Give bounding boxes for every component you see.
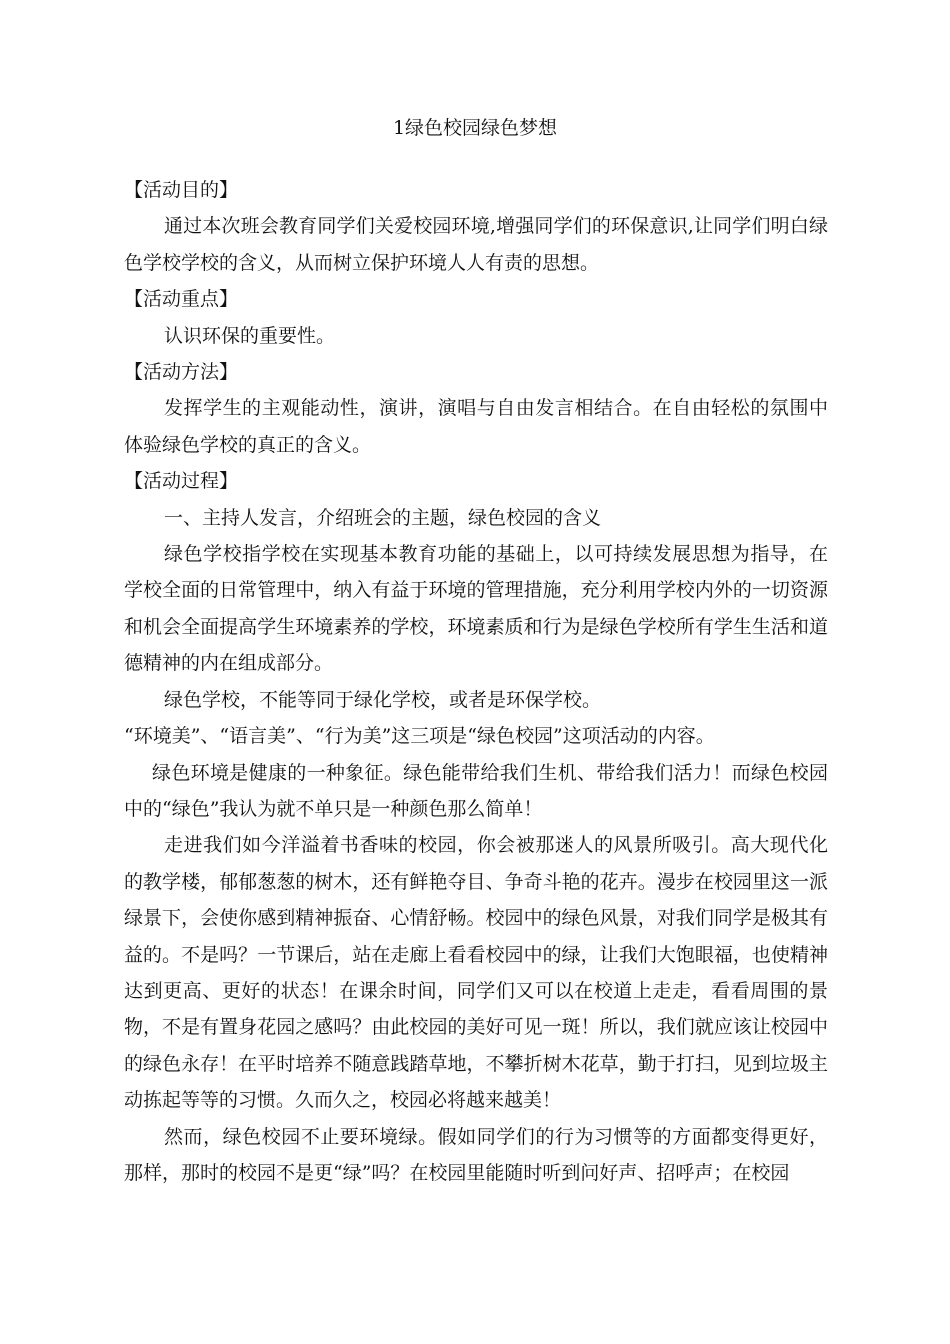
heading-purpose: 【活动目的】: [124, 179, 239, 201]
paragraph-three-beauties: “环境美”、“语言美”、“行为美”这三项是“绿色校园”这项活动的内容。: [124, 725, 715, 748]
document-title: 1绿色校园绿色梦想: [392, 117, 558, 139]
paragraph-green-school-distinction: 绿色学校，不能等同于绿化学校，或者是环保学校。: [164, 688, 602, 711]
paragraph-host-intro: 一、主持人发言，介绍班会的主题，绿色校园的含义: [164, 506, 602, 529]
document-body: [124, 172, 828, 1191]
heading-focus: 【活动重点】: [124, 288, 239, 311]
paragraph-campus-scenery: 走进我们如今洋溢着书香味的校园，你会被那迷人的风景所吸引。高大现代化的教学楼，郁郁葱葱的树木，还有鲜艳夺目、争奇斗艳的花卉。漫步在校园里这一派绿景下，会使你感到精神振奋、心情舒畅。校园中的绿色风景，对我们同学是极其有益的。不是吗？一节课后，站在走廊上看看校园中的绿，让我们大饱眼福，也使精神达到更高、更好的状态！在课余时间，同学们又可以在校道上走走，看看周围的景物，不是有置身花园之感吗？由此校园的美好可见一斑！所以，我们就应该让校园中的绿色永存！在平时培养不随意践踏草地，不攀折树木花草，勤于打扫，见到垃圾主动拣起等等的习惯。久而久之，校园必将越来越美！: [124, 834, 828, 1112]
paragraph-purpose: 通过本次班会教育同学们关爱校园环境,增强同学们的环保意识,让同学们明白绿色学校学校的含义，从而树立保护环境人人有责的思想。: [124, 215, 828, 274]
paragraph-method: 发挥学生的主观能动性，演讲，演唱与自由发言相结合。在自由轻松的氛围中体验绿色学校的真正的含义。: [124, 397, 828, 456]
paragraph-focus: 认识环保的重要性。: [164, 324, 336, 347]
paragraph-green-school-definition: 绿色学校指学校在实现基本教育功能的基础上，以可持续发展思想为指导，在学校全面的日常管理中，纳入有益于环境的管理措施，充分利用学校内外的一切资源和机会全面提高学生环境素养的学校，环境素质和行为是绿色学校所有学生生活和道德精神的内在组成部分。: [124, 543, 828, 675]
heading-method: 【活动方法】: [124, 361, 239, 384]
paragraph-green-symbol: 绿色环境是健康的一种象征。绿色能带给我们生机、带给我们活力！而绿色校园中的“绿色”我认为就不单只是一种颜色那么简单！: [124, 761, 828, 820]
heading-process: 【活动过程】: [124, 470, 239, 493]
paragraph-behavior-green: 然而，绿色校园不止要环境绿。假如同学们的行为习惯等的方面都变得更好，那样，那时的校园不是更“绿”吗？在校园里能随时听到问好声、招呼声；在校园: [124, 1125, 828, 1184]
